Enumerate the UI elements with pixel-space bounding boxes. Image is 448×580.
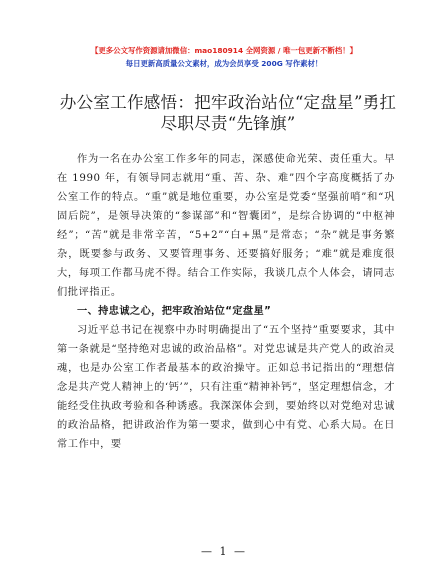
promo-line-secondary: 每日更新高质量公文素材，成为会员享受 200G 写作素材！ xyxy=(125,59,323,68)
section-heading: 一、持忠诚之心，把牢政治站位“定盘星” xyxy=(77,306,272,317)
intro-paragraph: 作为一名在办公室工作多年的同志，深感使命光荣、责任重大。早在 1990 年，有领导同志就用“重、苦、杂、难”四个字高度概括了办公室工作的特点。“重”就是地位重要，办公室是党委“坚强前哨”和“巩固后院”，是领导决策的“参谋部”和“智囊团”，是综合协调的“中枢神经”；“苦”就是非常辛苦，“5+2”“白+黑”是常态；“杂”就是事务繁杂，既要参与政务、又要管理事务、还要搞好服务；“难”就是难度很大，每项工作都马虎不得。结合工作实际，我谈几点个人体会，请同志们批评指正。 xyxy=(57,154,395,298)
document-title: 办公室工作感悟：把牢政治站位“定盘星”勇扛尽职尽责“先锋旗” xyxy=(59,93,397,133)
page-number: — 1 — xyxy=(201,545,247,558)
promo-banner xyxy=(0,44,448,70)
promo-line-primary: 【更多公文写作资源请加微信：mao180914 全网资源 / 唯一包更新不断档！】 xyxy=(91,46,357,55)
document-body xyxy=(57,150,395,454)
section-paragraph: 习近平总书记在视察中办时明确提出了“五个坚持”重要要求，其中第一条就是“坚持绝对忠诚的政治品格”。对党忠诚是共产党人的政治灵魂，也是办公室工作者最基本的政治操守。正如总书记指出的“理想信念是共产党人精神上的‘钙’”，只有注重“精神补钙”，坚定理想信念，才能经受住执政考验和各种诱惑。我深深体会到，要始终以对党绝对忠诚的政治品格，把讲政治作为第一要求，做到心中有党、心系大局。在日常工作中，要 xyxy=(57,325,395,450)
